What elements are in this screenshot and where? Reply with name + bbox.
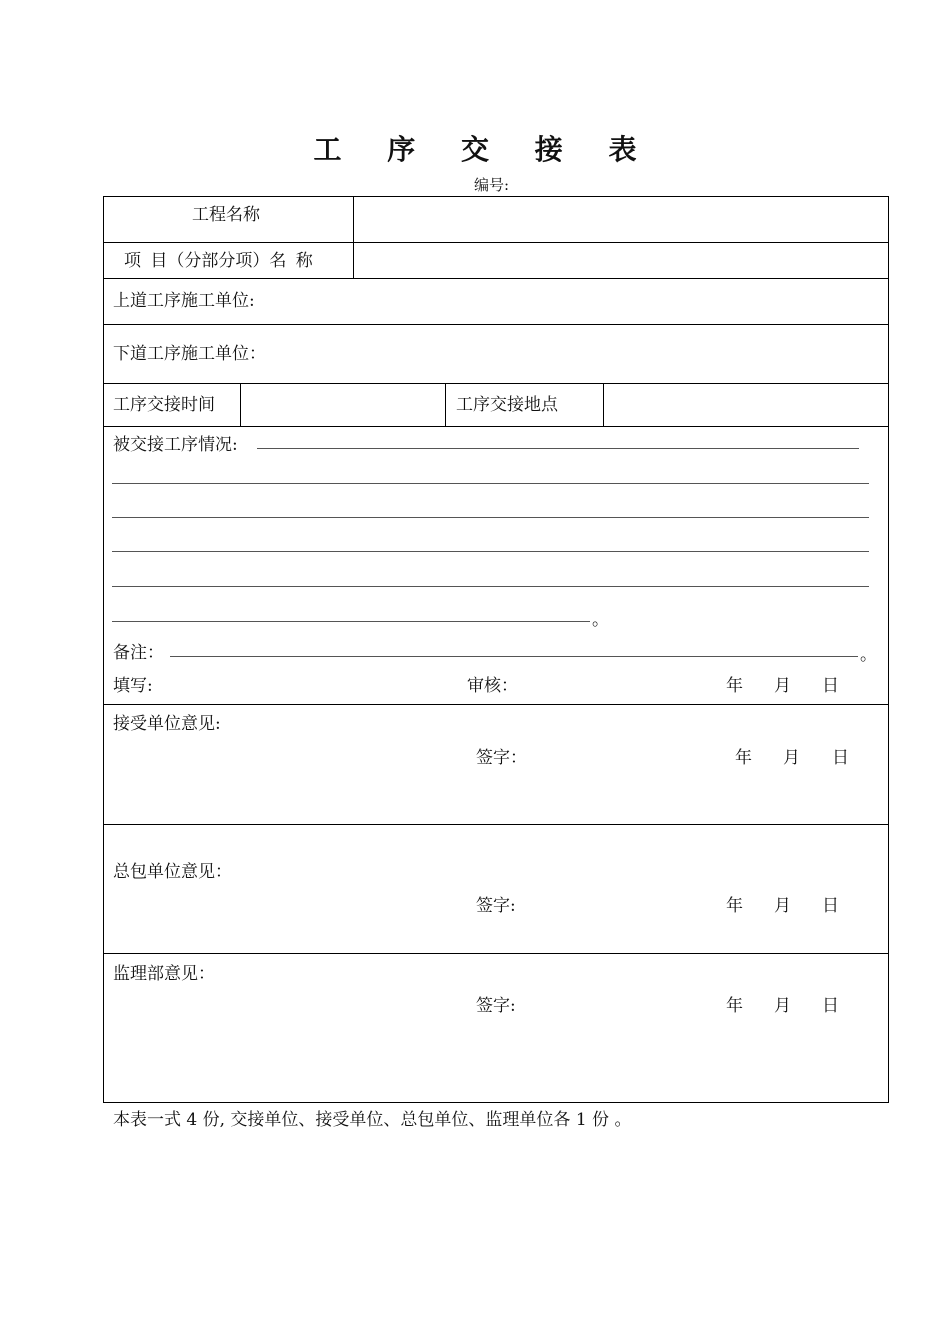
handover-place-label: 工序交接地点 — [456, 395, 558, 415]
handover-time-field[interactable] — [243, 385, 443, 424]
remarks-end-mark: 。 — [860, 645, 877, 665]
column-divider — [445, 383, 446, 426]
remarks-label: 备注： — [113, 643, 164, 663]
supervision-opinion-label: 监理部意见： — [113, 964, 215, 984]
fill-label: 填写: — [113, 676, 153, 696]
situation-end-mark: 。 — [592, 610, 609, 630]
form-table — [103, 196, 889, 1103]
date-month: 月 — [774, 896, 791, 916]
row-divider — [103, 704, 889, 705]
date-month: 月 — [774, 676, 791, 696]
review-label: 审核： — [467, 676, 518, 696]
handover-time-label: 工序交接时间 — [113, 395, 215, 415]
situation-line[interactable] — [112, 551, 869, 552]
row-divider — [103, 824, 889, 825]
form-title: 工 序 交 接 表 — [313, 133, 655, 166]
date-year: 年 — [726, 676, 743, 696]
situation-line[interactable] — [257, 448, 859, 449]
row-divider — [103, 383, 889, 384]
date-month: 月 — [774, 996, 791, 1016]
footer-note: 本表一式 4 份, 交接单位、接受单位、总包单位、监理单位各 1 份 。 — [113, 1110, 632, 1130]
date-day: 日 — [832, 748, 849, 768]
row-divider — [103, 953, 889, 954]
column-divider — [240, 383, 241, 426]
general-contractor-sign-label: 签字: — [476, 896, 516, 916]
receiving-sign-label: 签字： — [476, 748, 527, 768]
next-unit-label: 下道工序施工单位： — [113, 344, 266, 364]
remarks-line[interactable] — [170, 656, 858, 657]
row-divider — [103, 426, 889, 427]
general-contractor-opinion-label: 总包单位意见： — [113, 862, 232, 882]
date-day: 日 — [822, 896, 839, 916]
row-divider — [103, 324, 889, 325]
project-name-field[interactable] — [356, 198, 886, 240]
situation-label: 被交接工序情况: — [113, 435, 238, 455]
situation-line[interactable] — [112, 483, 869, 484]
row-divider — [103, 242, 889, 243]
column-divider — [603, 383, 604, 426]
project-name-label: 工程名称 — [192, 205, 260, 225]
column-divider — [353, 196, 354, 278]
situation-line[interactable] — [112, 621, 590, 622]
situation-line[interactable] — [112, 517, 869, 518]
date-day: 日 — [822, 996, 839, 1016]
date-year: 年 — [726, 896, 743, 916]
date-year: 年 — [726, 996, 743, 1016]
date-month: 月 — [783, 748, 800, 768]
date-year: 年 — [735, 748, 752, 768]
receiving-opinion-label: 接受单位意见: — [113, 714, 221, 734]
row-divider — [103, 278, 889, 279]
date-day: 日 — [822, 676, 839, 696]
situation-line[interactable] — [112, 586, 869, 587]
supervision-sign-label: 签字: — [476, 996, 516, 1016]
serial-number-label: 编号: — [474, 176, 510, 194]
item-name-field[interactable] — [356, 244, 886, 276]
item-name-label: 项 目（分部分项）名 称 — [124, 251, 313, 271]
prev-unit-label: 上道工序施工单位: — [113, 291, 255, 311]
handover-place-field[interactable] — [606, 385, 886, 424]
